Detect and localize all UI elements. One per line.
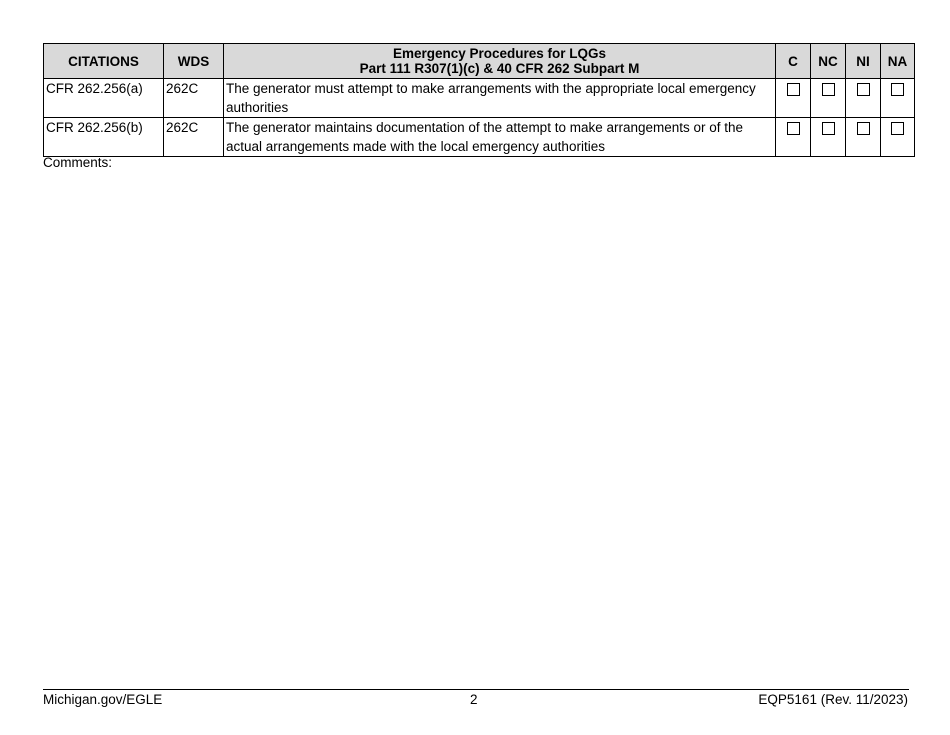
header-na: NA — [881, 44, 915, 79]
table-row — [44, 118, 915, 157]
footer-website: Michigan.gov/EGLE — [43, 692, 163, 707]
checkbox-c[interactable] — [787, 122, 800, 135]
checkbox-ni[interactable] — [857, 83, 870, 96]
footer-form-id: EQP5161 (Rev. 11/2023) — [758, 692, 908, 707]
checklist-table — [43, 43, 915, 157]
wds-cell: 262C — [164, 118, 224, 157]
checkbox-na[interactable] — [891, 122, 904, 135]
checkbox-ni[interactable] — [857, 122, 870, 135]
comments-label: Comments: — [43, 155, 113, 170]
checkbox-c[interactable] — [787, 83, 800, 96]
footer-page-number: 2 — [470, 692, 478, 707]
header-c: C — [776, 44, 811, 79]
header-wds: WDS — [164, 44, 224, 79]
header-section-title — [224, 44, 776, 79]
description-cell: The generator must attempt to make arrangements with the appropriate local emergency authorities — [224, 79, 776, 118]
wds-cell: 262C — [164, 79, 224, 118]
citation-cell: CFR 262.256(b) — [44, 118, 164, 157]
header-citations: CITATIONS — [44, 44, 164, 79]
checkbox-nc[interactable] — [822, 122, 835, 135]
checkbox-nc[interactable] — [822, 83, 835, 96]
header-ni: NI — [846, 44, 881, 79]
table-header-row — [44, 44, 915, 79]
header-nc: NC — [811, 44, 846, 79]
section-title-line2: Part 111 R307(1)(c) & 40 CFR 262 Subpart M — [359, 61, 640, 76]
footer-divider — [43, 689, 909, 690]
checkbox-na[interactable] — [891, 83, 904, 96]
section-title-line1: Emergency Procedures for LQGs — [392, 46, 607, 61]
table-row — [44, 79, 915, 118]
description-cell: The generator maintains documentation of the attempt to make arrangements or of the actual arrangements made with the local emergency authorities — [224, 118, 776, 157]
citation-cell: CFR 262.256(a) — [44, 79, 164, 118]
